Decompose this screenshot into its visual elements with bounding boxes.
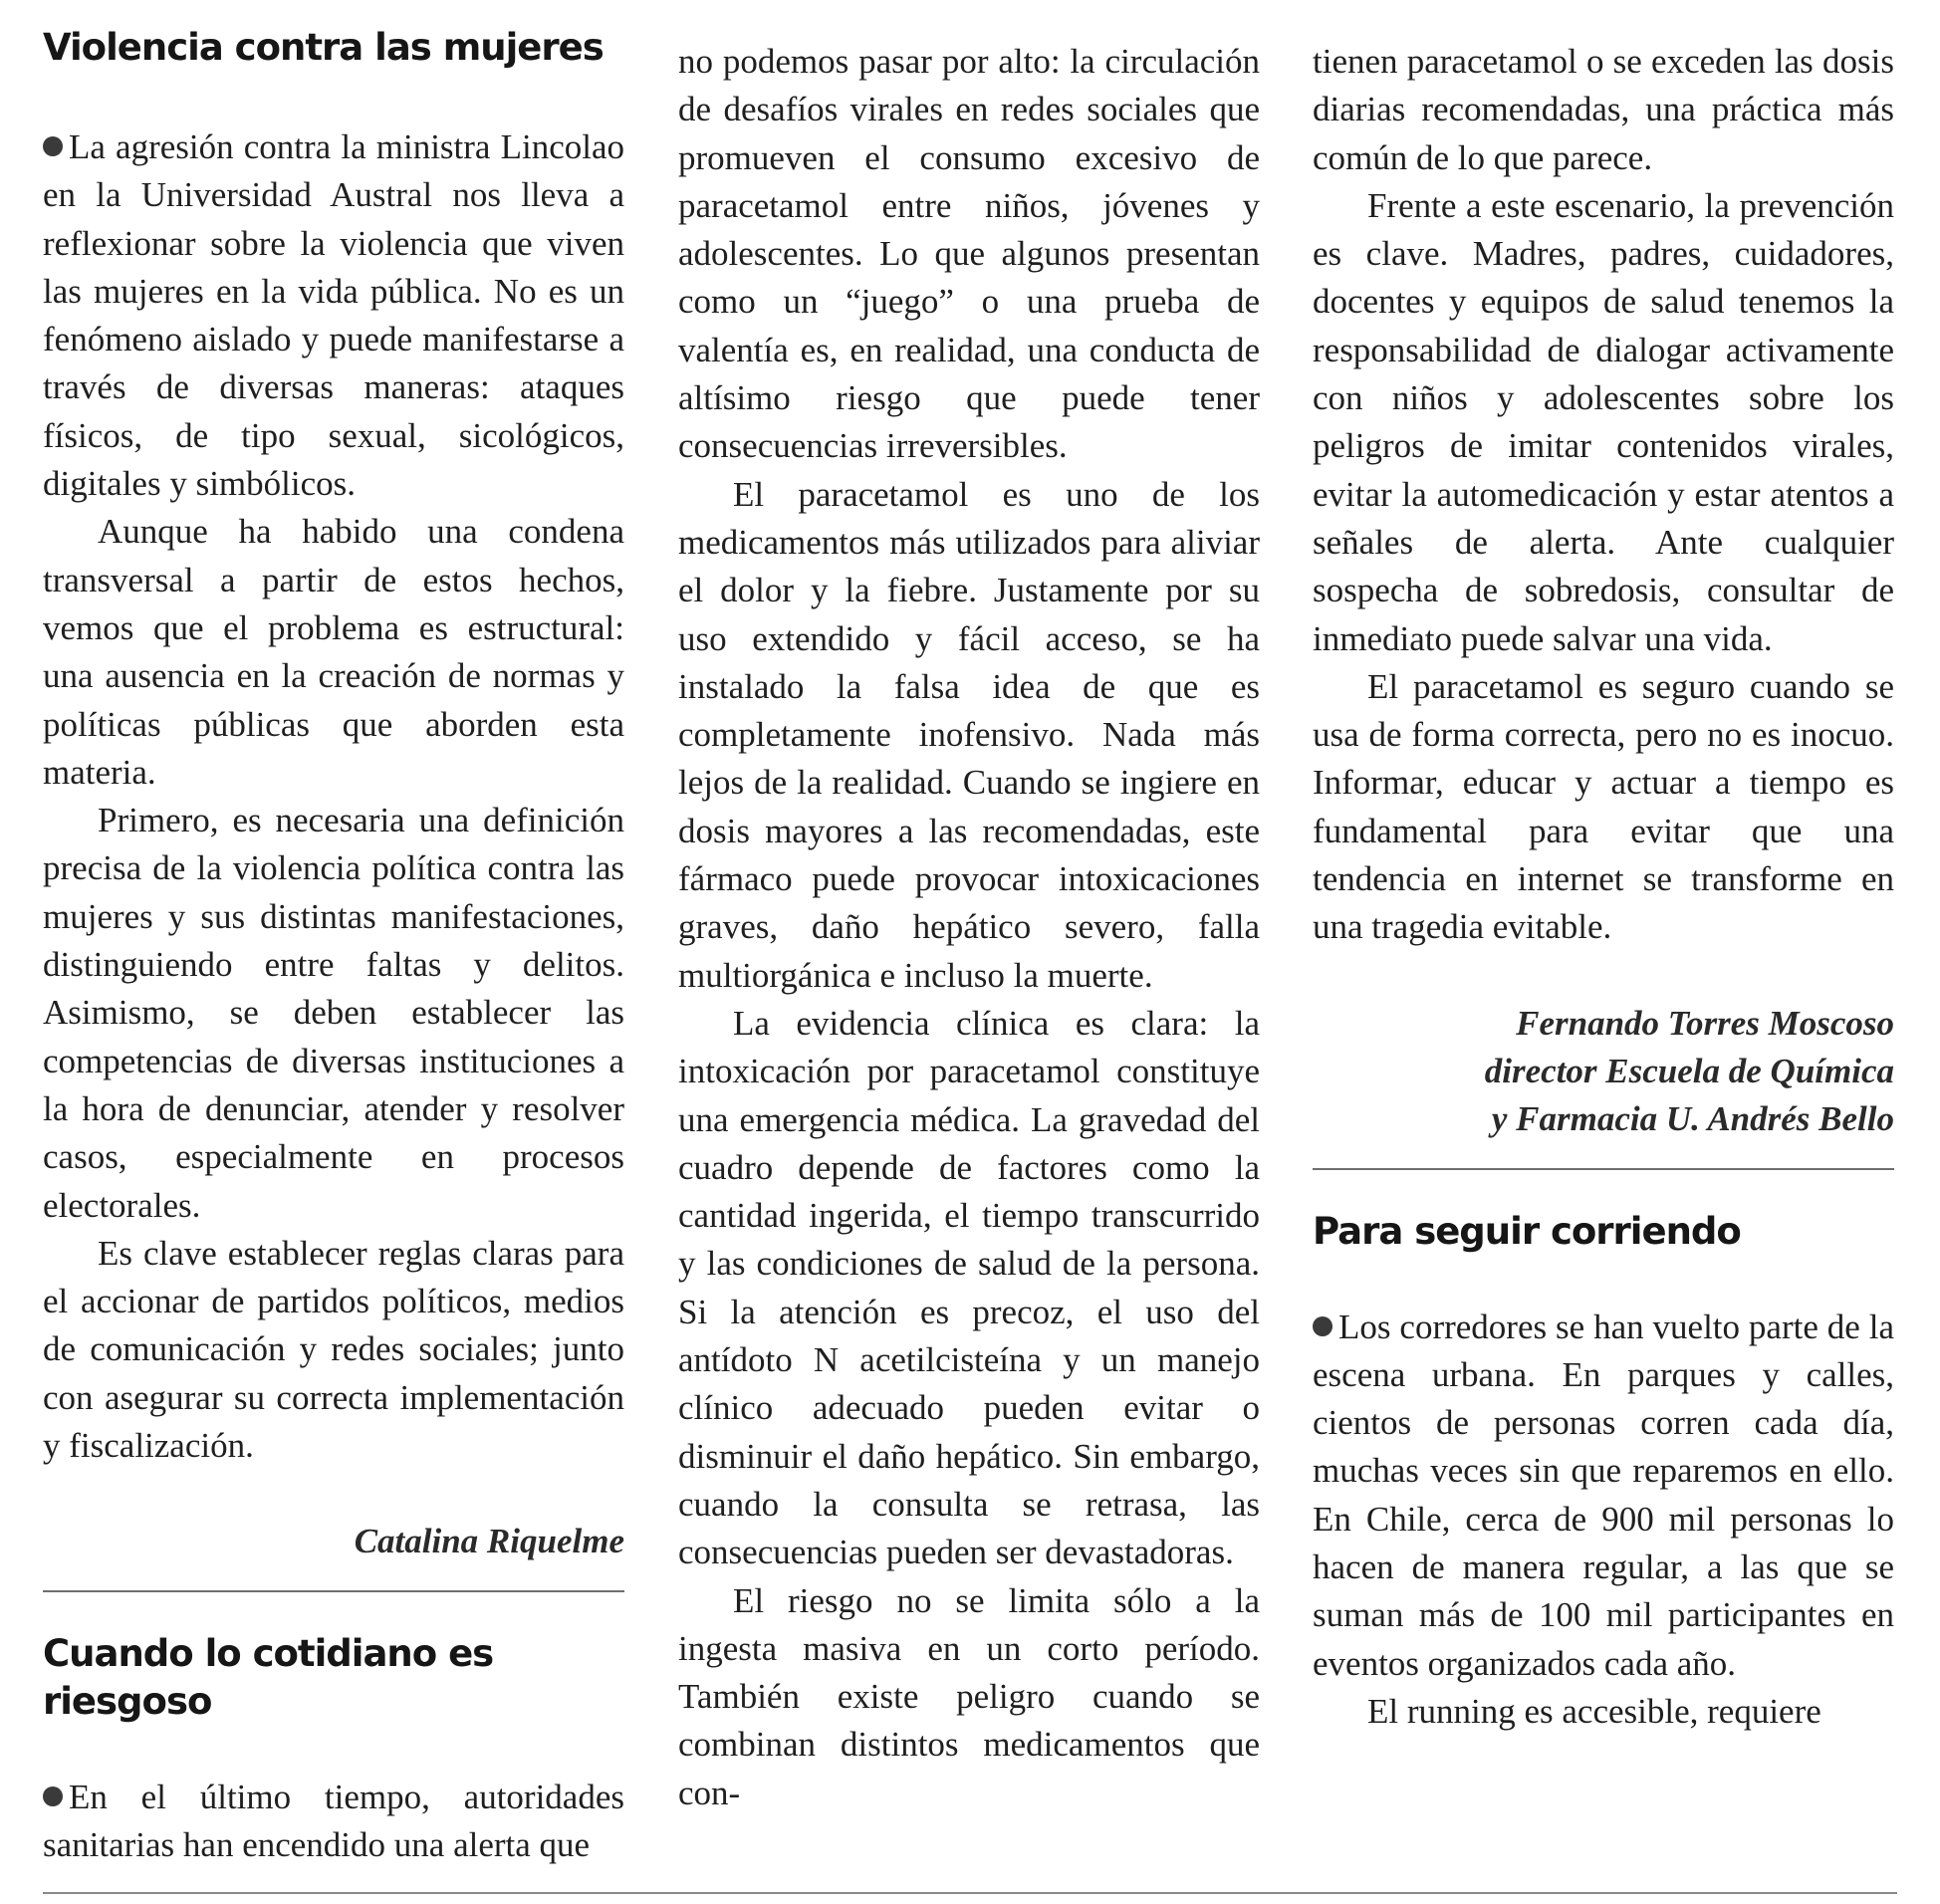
- article-paragraph: La agresión contra la ministra Lincolao en la Universidad Austral nos lleva a reflexionar sobre la violencia que viven las mujeres en la vida pública. No es un fenómeno aislado y puede manifestarse a través de diversas maneras: ataques físicos, de tipo sexual, sicológicos, digitales y simbólicos.: [43, 127, 624, 504]
- signature-catalina: Catalina Riquelme: [354, 1522, 624, 1561]
- article-paragraph: El paracetamol es seguro cuando se usa de forma correcta, pero no es inocuo. Informar, educar y actuar a tiempo es fundamental para evitar que una tendencia en internet se transforme en una tragedia evitable.: [1313, 666, 1894, 947]
- article-paragraph: Aunque ha habido una condena transversal a partir de estos hechos, vemos que el problema es estructural: una ausencia en la creación de normas y políticas públicas que aborden esta materia.: [43, 512, 624, 792]
- article-paragraph: Los corredores se han vuelto parte de la escena urbana. En parques y calles, cientos de personas corren cada día, muchas veces sin que reparemos en ello. En Chile, cerca de 900 mil personas lo hacen de manera regular, a las que se suman más de 100 mil participantes en eventos organizados cada año.: [1313, 1307, 1894, 1683]
- article-paragraph: La evidencia clínica es clara: la intoxicación por paracetamol constituye una emergencia médica. La gravedad del cuadro depende de factores como la cantidad ingerida, el tiempo transcurrido y las condiciones de salud de la persona. Si la atención es precoz, el uso del antídoto N acetilcisteína y un manejo clínico adecuado pueden evitar o disminuir el daño hepático. Sin embargo, cuando la consulta se retrasa, las consecuencias pueden ser devastadoras.: [678, 1003, 1260, 1572]
- bullet-icon: [43, 136, 63, 156]
- signature-title: director Escuela de Química: [1484, 1051, 1894, 1090]
- article-paragraph: Frente a este escenario, la prevención es clave. Madres, padres, cuidadores, docentes y equipos de salud tenemos la responsabilidad de dialogar activamente con niños y adolescentes sobre los peligros de imitar contenidos virales, evitar la automedicación y estar atentos a señales de alerta. Ante cualquier sospecha de sobredosis, consultar de inmediato puede salvar una vida.: [1313, 185, 1894, 658]
- article-paragraph: Es clave establecer reglas claras para el accionar de partidos políticos, medios de comunicación y redes sociales; junto con asegurar su correcta implementación y fiscalización.: [43, 1233, 624, 1466]
- column-2: [678, 38, 1260, 1817]
- article-paragraph: no podemos pasar por alto: la circulación de desafíos virales en redes sociales que promueven el consumo excesivo de paracetamol entre niños, jóvenes y adolescentes. Lo que algunos presentan como un “juego” o una prueba de valentía es, en realidad, una conducta de altísimo riesgo que puede tener consecuencias irreversibles.: [678, 42, 1260, 466]
- headline-cotidiano: Cuando lo cotidiano es riesgoso: [43, 1631, 494, 1723]
- signature-institution: y Farmacia U. Andrés Bello: [1491, 1099, 1894, 1139]
- column-1: [43, 24, 624, 1869]
- bullet-icon: [43, 1786, 63, 1806]
- page-bottom-rule: [43, 1892, 1897, 1894]
- column-3: [1313, 38, 1894, 1736]
- signature-fernando: [1313, 1000, 1894, 1144]
- article-paragraph: tienen paracetamol o se exceden las dosis diarias recomendadas, una práctica más común de lo que parece.: [1313, 42, 1894, 177]
- signature-name: Fernando Torres Moscoso: [1516, 1003, 1894, 1043]
- article-paragraph: El paracetamol es uno de los medicamentos más utilizados para aliviar el dolor y la fiebre. Justamente por su uso extendido y fácil acceso, se ha instalado la falsa idea de que es completamente inofensivo. Nada más lejos de la realidad. Cuando se ingiere en dosis mayores a las recomendadas, este fármaco puede provocar intoxicaciones graves, daño hepático severo, falla multiorgánica e incluso la muerte.: [678, 474, 1260, 995]
- headline-violencia: Violencia contra las mujeres: [43, 26, 604, 69]
- article-paragraph: El riesgo no se limita sólo a la ingesta masiva en un corto período. También existe peligro cuando se combinan distintos medicamentos que con-: [678, 1580, 1260, 1812]
- article-paragraph: Primero, es necesaria una definición precisa de la violencia política contra las mujeres y sus distintas manifestaciones, distinguiendo entre faltas y delitos. Asimismo, se deben establecer las competencias de diversas instituciones a la hora de denunciar, atender y resolver casos, especialmente en procesos electorales.: [43, 801, 624, 1225]
- article-paragraph: El running es accesible, requiere: [1367, 1691, 1821, 1731]
- article-paragraph: En el último tiempo, autoridades sanitarias han encendido una alerta que: [43, 1777, 624, 1864]
- bullet-icon: [1313, 1316, 1333, 1336]
- headline-corriendo: Para seguir corriendo: [1313, 1209, 1741, 1253]
